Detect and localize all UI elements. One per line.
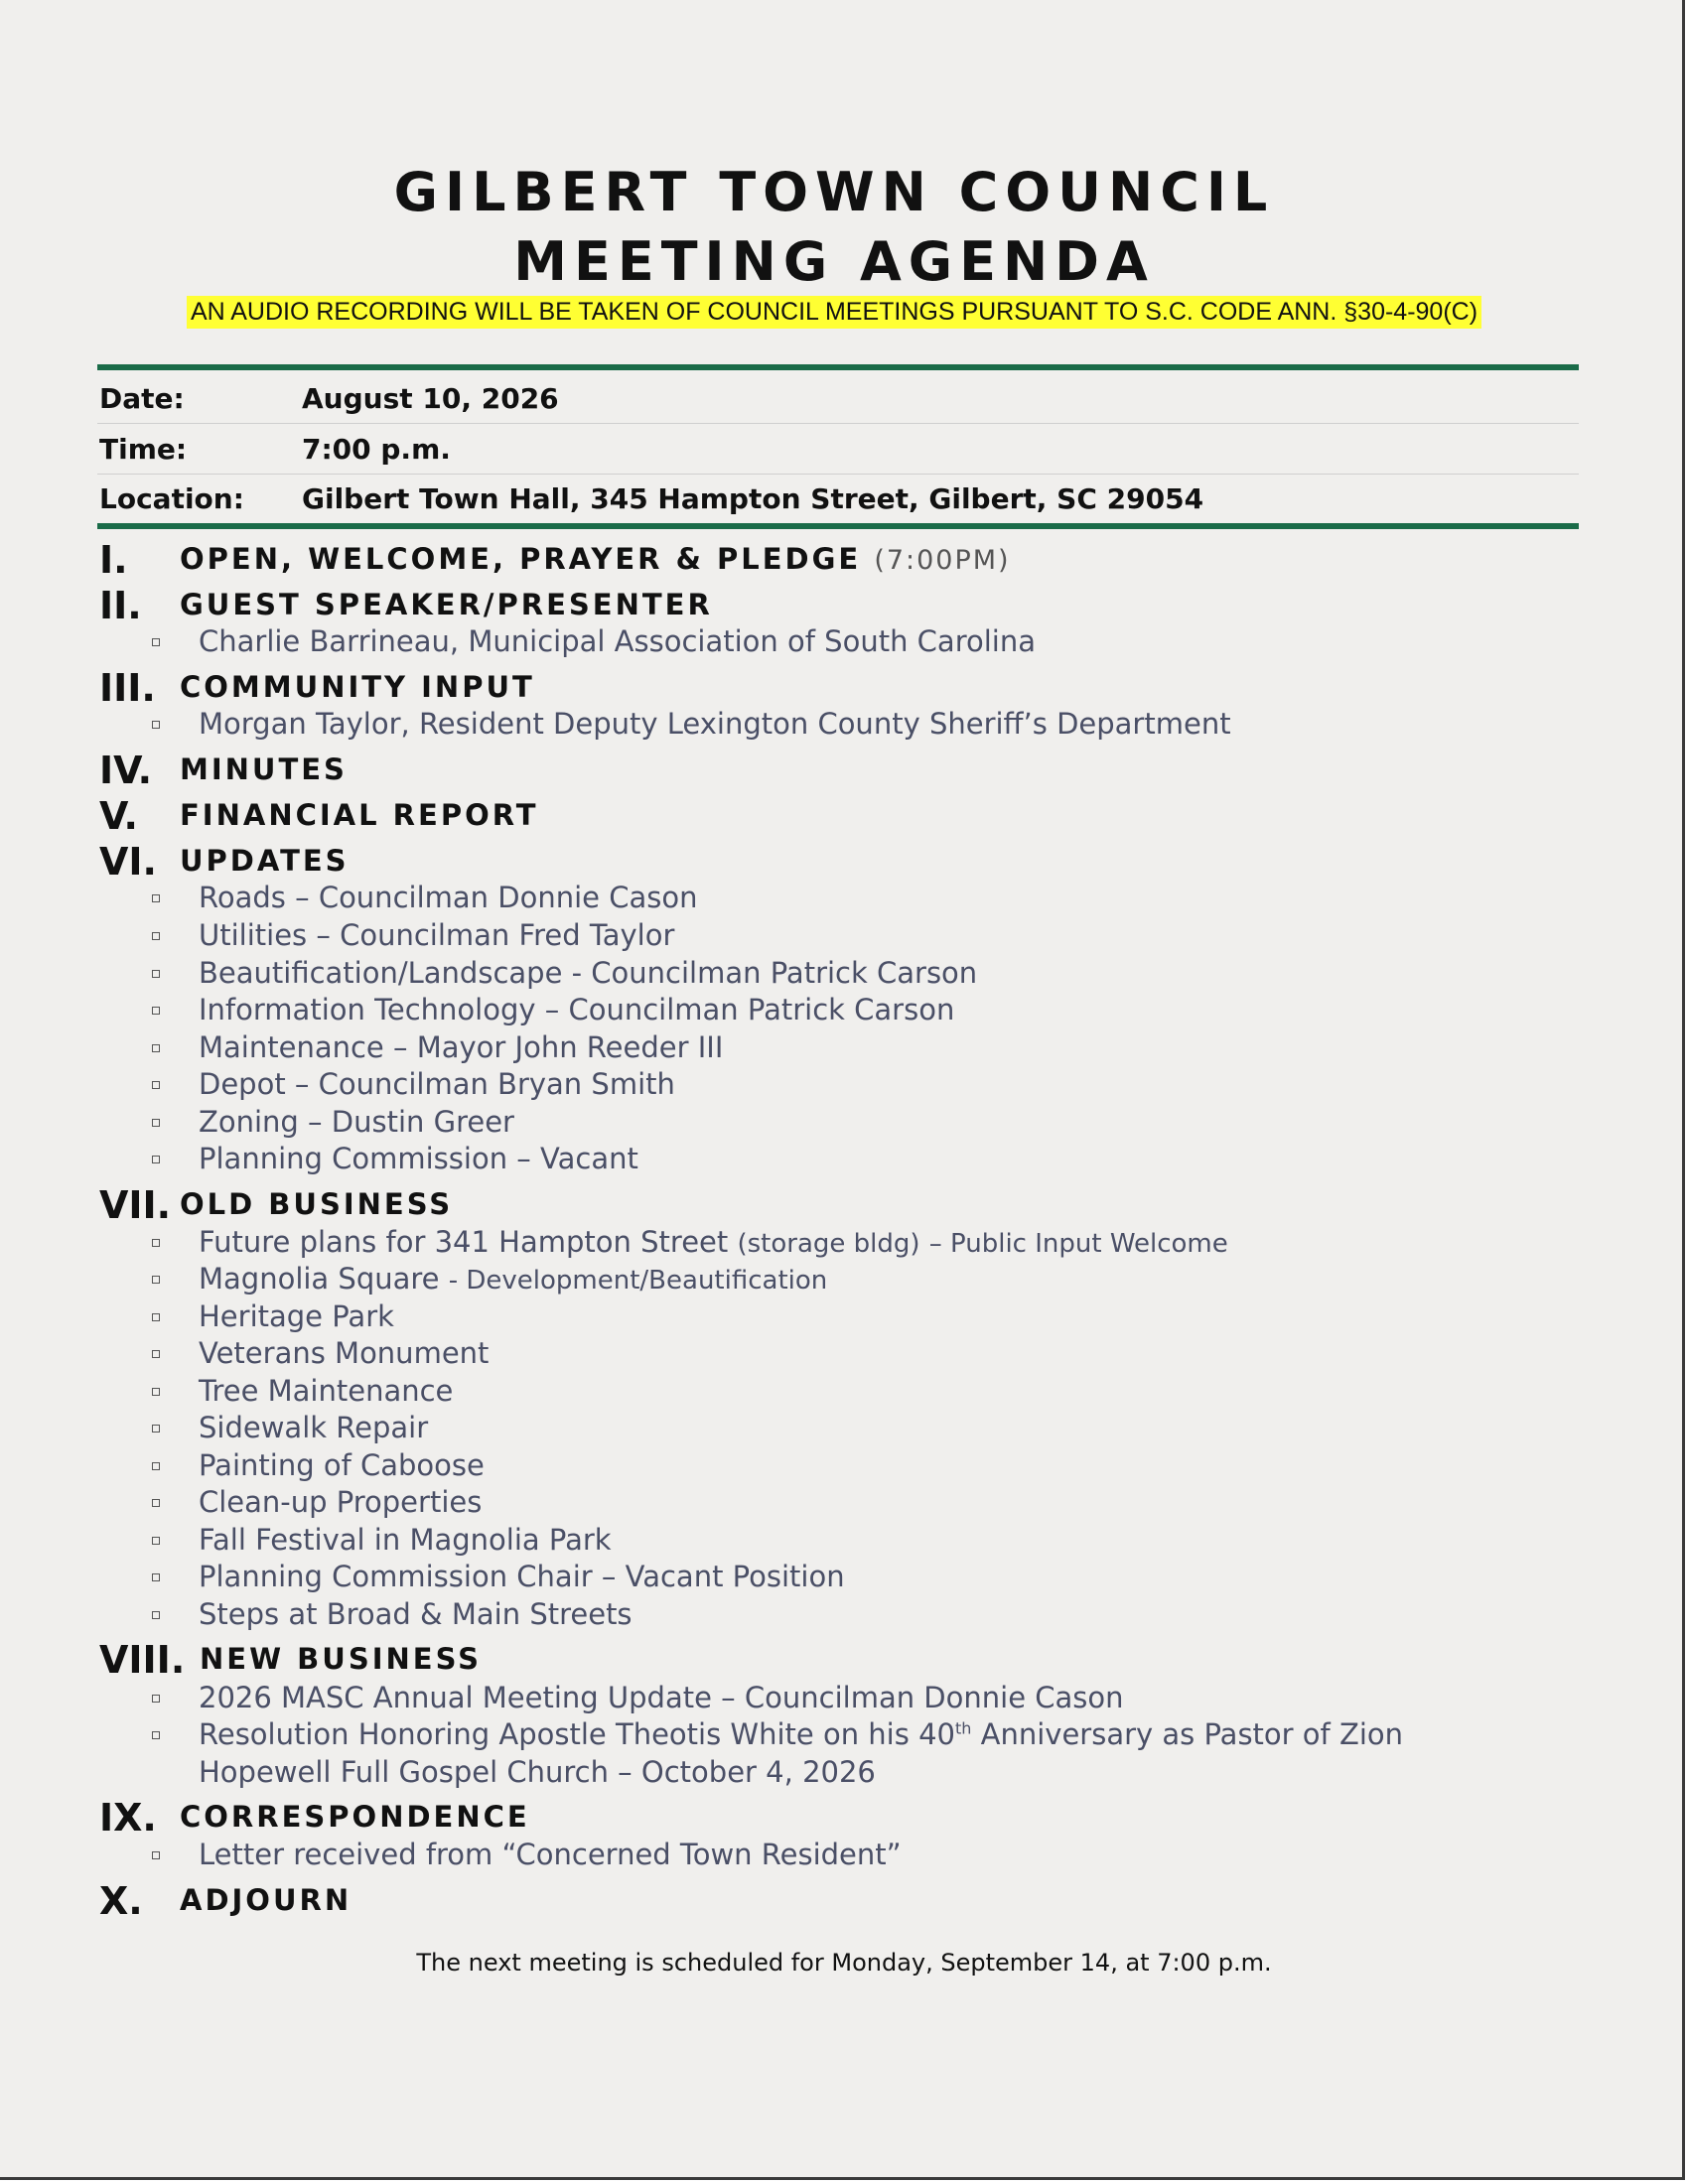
section-title: COMMUNITY INPUT [180,670,535,704]
item-parenthetical: (storage bldg) [737,1229,920,1259]
bullet-icon [152,1007,160,1015]
time-label: Time: [99,433,188,466]
bullet-icon [152,1350,160,1358]
list-item: Depot – Councilman Bryan Smith [199,1067,675,1101]
time-value: 7:00 p.m. [302,433,451,466]
date-value: August 10, 2026 [302,382,559,415]
title-line-1: GILBERT TOWN COUNCIL [393,161,1275,223]
info-divider [97,474,1579,475]
bullet-icon [152,721,160,729]
bullet-icon [152,1119,160,1127]
ordinal-suffix: th [954,1718,972,1738]
bullet-icon [152,1695,160,1703]
bullet-icon [152,1851,160,1859]
bullet-icon [152,1239,160,1247]
recording-notice: AN AUDIO RECORDING WILL BE TAKEN OF COUNCIL MEETINGS PURSUANT TO S.C. CODE ANN. §30-4-90(C) [187,296,1481,329]
location-label: Location: [99,482,244,515]
list-item: Planning Commission – Vacant [199,1142,638,1175]
bullet-icon [152,1611,160,1619]
list-item: Sidewalk Repair [199,1411,429,1444]
location-value: Gilbert Town Hall, 345 Hampton Street, Gilbert, SC 29054 [302,482,1204,515]
next-meeting-note: The next meeting is scheduled for Monday, September 14, at 7:00 p.m. [416,1949,1272,1977]
item-text: Future plans for 341 Hampton Street [199,1225,729,1259]
list-item: Roads – Councilman Donnie Cason [199,881,698,914]
section-number: VII. [99,1183,172,1227]
list-item: Morgan Taylor, Resident Deputy Lexington County Sheriff’s Department [199,707,1231,741]
section-time-note: (7:00PM) [874,545,1011,576]
list-item: Veterans Monument [199,1336,490,1370]
item-text-cont: Anniversary as Pastor of Zion [971,1717,1404,1751]
section-title: OLD BUSINESS [180,1187,454,1221]
bullet-icon [152,1462,160,1470]
list-item: Fall Festival in Magnolia Park [199,1523,612,1557]
section-number: IV. [99,749,153,792]
list-item: Beautification/Landscape - Councilman Patrick Carson [199,956,978,990]
section-number: III. [99,666,156,710]
list-item: Heritage Park [199,1299,394,1333]
list-item: Clean-up Properties [199,1485,483,1519]
list-item: 2026 MASC Annual Meeting Update – Councilman Donnie Cason [199,1681,1124,1714]
section-open-welcome [180,542,1011,576]
section-title: FINANCIAL REPORT [180,798,539,832]
list-item [199,1225,1228,1259]
bullet-icon [152,1537,160,1545]
item-tail: – Public Input Welcome [928,1229,1228,1259]
bullet-icon [152,1425,160,1433]
section-number: VI. [99,840,157,884]
section-title: ADJOURN [180,1883,352,1917]
list-item: Steps at Broad & Main Streets [199,1597,633,1631]
bullet-icon [152,1156,160,1163]
bullet-icon [152,1573,160,1581]
bullet-icon [152,970,160,978]
bullet-icon [152,1388,160,1396]
bullet-icon [152,638,160,646]
item-text: Magnolia Square [199,1262,440,1296]
bullet-icon [152,1731,160,1739]
list-item: Tree Maintenance [199,1374,454,1408]
list-item [199,1717,1404,1751]
bullet-icon [152,1313,160,1321]
list-item: Utilities – Councilman Fred Taylor [199,918,675,952]
section-title: UPDATES [180,844,350,878]
section-title: OPEN, WELCOME, PRAYER & PLEDGE [180,542,862,576]
section-title: NEW BUSINESS [200,1642,483,1676]
info-divider [97,423,1579,424]
bullet-icon [152,1081,160,1089]
section-number: VIII. [99,1638,186,1682]
item-text: Resolution Honoring Apostle Theotis White on his 40 [199,1717,955,1751]
bullet-icon [152,1276,160,1284]
section-number: V. [99,794,138,838]
list-item: Charlie Barrineau, Municipal Association of South Carolina [199,624,1036,658]
section-number: II. [99,584,142,627]
section-title: CORRESPONDENCE [180,1800,530,1834]
list-item-continuation: Hopewell Full Gospel Church – October 4, 2026 [199,1755,876,1789]
item-tail: - Development/Beautification [448,1266,828,1296]
bullet-icon [152,1044,160,1052]
section-number: I. [99,538,128,582]
recording-notice-wrap [0,296,1668,329]
section-title: GUEST SPEAKER/PRESENTER [180,588,713,621]
list-item [199,1262,828,1296]
list-item: Planning Commission Chair – Vacant Position [199,1560,845,1593]
list-item: Maintenance – Mayor John Reeder III [199,1030,724,1064]
bullet-icon [152,932,160,940]
list-item: Painting of Caboose [199,1448,485,1482]
bullet-icon [152,894,160,902]
title-line-2: MEETING AGENDA [513,230,1155,293]
list-item: Letter received from “Concerned Town Resident” [199,1838,902,1871]
section-number: IX. [99,1796,157,1840]
section-title: MINUTES [180,752,348,786]
bottom-rule [97,523,1579,529]
bullet-icon [152,1499,160,1507]
list-item: Information Technology – Councilman Patrick Carson [199,993,955,1026]
top-rule [97,364,1579,370]
list-item: Zoning – Dustin Greer [199,1105,514,1139]
date-label: Date: [99,382,185,415]
section-number: X. [99,1879,143,1923]
